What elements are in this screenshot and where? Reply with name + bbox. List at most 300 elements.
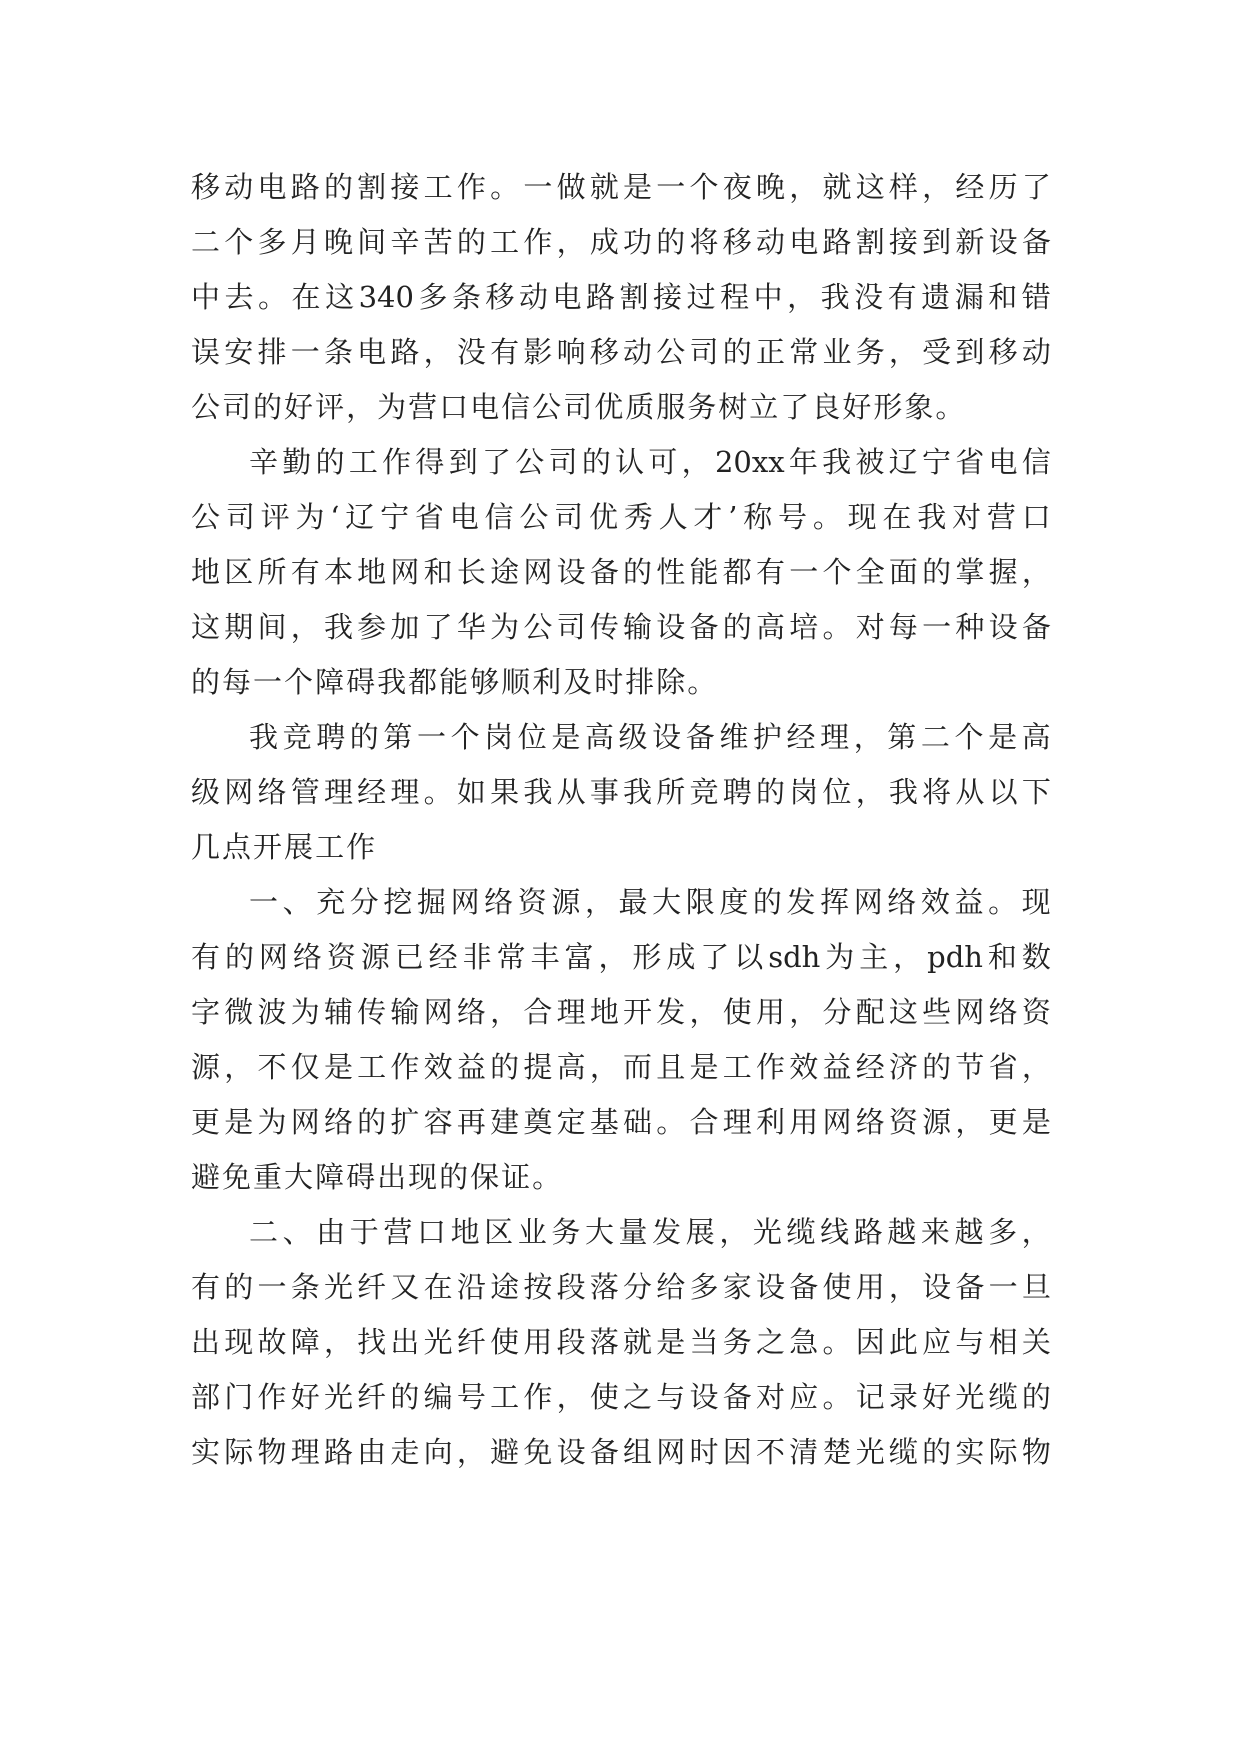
text-glyph: 去 <box>224 280 254 314</box>
text-glyph: 更 <box>191 1105 221 1139</box>
text-glyph: 是 <box>656 1325 686 1359</box>
text-glyph: 纤 <box>357 1380 387 1414</box>
text-glyph: 络 <box>456 995 486 1029</box>
text-glyph: 为 <box>825 940 855 974</box>
text-line <box>191 985 1051 1040</box>
text-glyph: 我 <box>249 720 279 754</box>
text-glyph: 的 <box>439 1160 469 1194</box>
text-glyph: 路 <box>323 1435 353 1469</box>
text-glyph: 备 <box>589 555 619 589</box>
text-glyph: 的 <box>1021 1380 1051 1414</box>
text-glyph: 业 <box>517 1215 547 1249</box>
text-glyph: 络 <box>887 885 917 919</box>
text-glyph: ， <box>584 885 614 919</box>
text-glyph: sdh <box>768 940 821 974</box>
text-glyph: 在 <box>882 500 912 534</box>
text-glyph: 被 <box>855 445 885 479</box>
text-glyph: 光 <box>955 1380 985 1414</box>
text-glyph: 了 <box>700 940 730 974</box>
text-glyph: 级 <box>618 720 648 754</box>
text-glyph: 一 <box>253 665 283 699</box>
text-glyph: 人 <box>658 500 688 534</box>
text-glyph: 样 <box>888 170 918 204</box>
text-glyph: 些 <box>922 995 952 1029</box>
text-glyph: 作 <box>523 1380 553 1414</box>
text-glyph: 定 <box>556 1105 586 1139</box>
text-glyph: 关 <box>1021 1325 1051 1359</box>
text-glyph: 的 <box>722 610 752 644</box>
text-glyph: 割 <box>357 170 387 204</box>
text-glyph: 都 <box>408 665 438 699</box>
text-glyph: 全 <box>855 555 885 589</box>
text-glyph: 这 <box>888 995 918 1029</box>
text-glyph: 成 <box>666 940 696 974</box>
text-glyph: 富 <box>564 940 594 974</box>
text-glyph: 找 <box>357 1325 387 1359</box>
text-line <box>191 1260 1051 1315</box>
text-glyph: 。 <box>423 775 453 809</box>
text-line <box>191 930 1051 985</box>
text-glyph: 二 <box>191 225 221 259</box>
text-glyph: 就 <box>589 170 619 204</box>
text-glyph: ‘ <box>330 500 340 534</box>
text-glyph: 个 <box>954 720 984 754</box>
text-glyph: 大 <box>584 1215 614 1249</box>
text-glyph: 电 <box>470 390 500 424</box>
text-glyph: 理 <box>556 995 586 1029</box>
text-glyph: 秀 <box>623 500 653 534</box>
text-glyph: 缆 <box>888 1435 918 1469</box>
text-glyph: 地 <box>357 555 387 589</box>
text-line <box>191 435 1051 490</box>
text-glyph: 此 <box>888 1325 918 1359</box>
text-glyph: 将 <box>689 225 719 259</box>
text-glyph: 出 <box>191 1325 221 1359</box>
text-glyph: 的 <box>623 555 653 589</box>
text-glyph: 果 <box>490 775 520 809</box>
text-line <box>191 380 1051 435</box>
text-glyph: 常 <box>789 335 819 369</box>
text-glyph: 就 <box>822 170 852 204</box>
text-glyph: 勤 <box>282 445 312 479</box>
text-glyph: 网 <box>822 1105 852 1139</box>
text-glyph: 是 <box>551 720 581 754</box>
text-glyph: 旦 <box>1021 1270 1051 1304</box>
text-glyph: 资 <box>517 885 547 919</box>
text-glyph: 网 <box>656 1435 686 1469</box>
text-glyph: 设 <box>988 225 1018 259</box>
text-glyph: 高 <box>556 1050 586 1084</box>
text-glyph: 效 <box>423 1050 453 1084</box>
text-glyph: 。 <box>490 170 520 204</box>
text-glyph: 形 <box>632 940 662 974</box>
text-glyph: 动 <box>1021 335 1051 369</box>
text-glyph: 且 <box>656 1050 686 1084</box>
text-glyph: 地 <box>450 1215 480 1249</box>
text-glyph: 的 <box>224 940 254 974</box>
text-glyph: 高 <box>584 720 614 754</box>
text-glyph: 好 <box>290 1380 320 1414</box>
text-glyph: 电 <box>257 170 287 204</box>
text-glyph: 仅 <box>290 1050 320 1084</box>
text-glyph: 一 <box>416 720 446 754</box>
text-glyph: 好 <box>284 390 314 424</box>
text-line <box>191 1370 1051 1425</box>
text-glyph: 长 <box>456 555 486 589</box>
text-glyph: 现 <box>1021 885 1051 919</box>
text-glyph: 区 <box>484 1215 514 1249</box>
text-glyph: ， <box>589 1050 619 1084</box>
text-glyph: 割 <box>619 280 649 314</box>
text-glyph: 挥 <box>820 885 850 919</box>
text-glyph: 的 <box>722 335 752 369</box>
text-glyph: 对 <box>755 1380 785 1414</box>
text-line <box>191 1040 1051 1095</box>
text-glyph: 几 <box>191 830 221 864</box>
text-glyph: 路 <box>290 170 320 204</box>
text-glyph: 我 <box>323 610 353 644</box>
text-line <box>191 1315 1051 1370</box>
text-glyph: 了 <box>481 445 511 479</box>
text-glyph: 为 <box>490 610 520 644</box>
text-glyph: 高 <box>755 610 785 644</box>
text-glyph: 。 <box>988 885 1018 919</box>
text-glyph: 了 <box>780 390 810 424</box>
text-glyph: 事 <box>589 775 619 809</box>
text-glyph: 业 <box>822 335 852 369</box>
text-glyph: 设 <box>689 1380 719 1414</box>
text-glyph: 。 <box>656 1105 686 1139</box>
text-glyph: 线 <box>820 1215 850 1249</box>
text-glyph: 这 <box>191 610 221 644</box>
text-glyph: 接 <box>888 225 918 259</box>
text-glyph: 利 <box>755 1105 785 1139</box>
text-glyph: 扩 <box>390 1105 420 1139</box>
text-glyph: 基 <box>589 1105 619 1139</box>
text-glyph: 工 <box>357 1050 387 1084</box>
text-glyph: 错 <box>1021 280 1051 314</box>
text-glyph: 组 <box>623 1435 653 1469</box>
text-glyph: 号 <box>778 500 808 534</box>
text-glyph: 设 <box>652 720 682 754</box>
text-glyph: 的 <box>224 1270 254 1304</box>
text-glyph: 的 <box>456 225 486 259</box>
text-glyph: 应 <box>789 1380 819 1414</box>
text-glyph: 竞 <box>689 775 719 809</box>
text-glyph: 移 <box>589 335 619 369</box>
text-glyph: 作 <box>257 1380 287 1414</box>
text-line <box>191 1425 1051 1480</box>
text-glyph: 一 <box>789 555 819 589</box>
text-glyph: ， <box>789 995 819 1029</box>
text-glyph: 备 <box>1021 225 1051 259</box>
text-glyph: 现 <box>408 1160 438 1194</box>
text-glyph: 服 <box>656 390 686 424</box>
text-glyph: 我 <box>820 280 850 314</box>
text-glyph: 的 <box>490 1050 520 1084</box>
text-glyph: 遗 <box>921 280 951 314</box>
text-glyph: 与 <box>656 1380 686 1414</box>
text-glyph: 合 <box>523 995 553 1029</box>
text-glyph: 度 <box>719 885 749 919</box>
text-glyph: 移 <box>191 170 221 204</box>
text-glyph: 条 <box>323 335 353 369</box>
text-glyph: ， <box>323 1325 353 1359</box>
text-line <box>191 655 1051 710</box>
text-glyph: 之 <box>755 1325 785 1359</box>
text-glyph: 级 <box>191 775 221 809</box>
text-glyph: 部 <box>191 1380 221 1414</box>
text-glyph: 将 <box>922 775 952 809</box>
text-glyph: 光 <box>752 1215 782 1249</box>
text-glyph: 多 <box>257 225 287 259</box>
text-glyph: 网 <box>258 940 288 974</box>
text-glyph: 就 <box>623 1325 653 1359</box>
text-glyph: 的 <box>315 445 345 479</box>
text-glyph: 楚 <box>822 1435 852 1469</box>
text-glyph: 第 <box>383 720 413 754</box>
text-glyph: 免 <box>222 1160 252 1194</box>
text-glyph: 络 <box>292 940 322 974</box>
text-glyph: 光 <box>323 1270 353 1304</box>
text-glyph: 口 <box>439 390 469 424</box>
text-glyph: 能 <box>689 555 719 589</box>
text-glyph: 对 <box>952 500 982 534</box>
text-glyph: 光 <box>323 1380 353 1414</box>
text-glyph: 分 <box>822 995 852 1029</box>
text-glyph: 相 <box>988 1325 1018 1359</box>
text-glyph: 录 <box>888 1380 918 1414</box>
text-glyph: 之 <box>623 1380 653 1414</box>
text-glyph: 源 <box>922 1105 952 1139</box>
text-glyph: 个 <box>689 170 719 204</box>
text-glyph: 排 <box>625 665 655 699</box>
text-glyph: 的 <box>922 555 952 589</box>
text-glyph: 设 <box>656 610 686 644</box>
text-glyph: 理 <box>290 1435 320 1469</box>
text-glyph: 障 <box>315 1160 345 1194</box>
text-glyph: 为 <box>377 390 407 424</box>
text-glyph: 电 <box>552 280 582 314</box>
text-glyph: 网 <box>390 555 420 589</box>
text-glyph: 际 <box>224 1435 254 1469</box>
text-glyph: 备 <box>722 1380 752 1414</box>
text-glyph: ， <box>789 170 819 204</box>
text-glyph: 以 <box>988 775 1018 809</box>
text-glyph: 苦 <box>423 225 453 259</box>
text-glyph: 受 <box>922 335 952 369</box>
text-glyph: 电 <box>789 225 819 259</box>
text-glyph: 动 <box>623 335 653 369</box>
text-glyph: 和 <box>988 280 1018 314</box>
text-glyph: 二 <box>249 1215 279 1249</box>
text-glyph: 良 <box>811 390 841 424</box>
text-glyph: 司 <box>556 610 586 644</box>
text-glyph: 使 <box>822 1270 852 1304</box>
text-line <box>191 600 1051 655</box>
text-glyph: 用 <box>789 1105 819 1139</box>
text-glyph: 间 <box>357 225 387 259</box>
text-glyph: 现 <box>224 1325 254 1359</box>
text-glyph: ， <box>346 390 376 424</box>
text-glyph: 保 <box>470 1160 500 1194</box>
text-glyph: 正 <box>755 335 785 369</box>
text-glyph: 宁 <box>921 445 951 479</box>
text-glyph: 电 <box>357 335 387 369</box>
text-glyph: 有 <box>490 335 520 369</box>
text-glyph: 越 <box>954 1215 984 1249</box>
text-glyph: 。 <box>822 1325 852 1359</box>
text-glyph: 务 <box>722 1325 752 1359</box>
text-glyph: 我 <box>523 775 553 809</box>
text-glyph: 华 <box>456 610 486 644</box>
text-glyph: 我 <box>377 665 407 699</box>
text-glyph: 我 <box>888 775 918 809</box>
text-glyph: 位 <box>517 720 547 754</box>
text-glyph: 效 <box>920 885 950 919</box>
text-glyph: 的 <box>922 1050 952 1084</box>
text-glyph: 一 <box>290 335 320 369</box>
text-glyph: 宁 <box>380 500 410 534</box>
text-glyph: 使 <box>722 995 752 1029</box>
text-glyph: 络 <box>855 1105 885 1139</box>
text-glyph: 所 <box>257 555 287 589</box>
text-glyph: 才 <box>693 500 723 534</box>
text-glyph: 又 <box>390 1270 420 1304</box>
text-glyph: 都 <box>722 555 752 589</box>
text-glyph: 司 <box>554 500 584 534</box>
text-glyph: 量 <box>618 1215 648 1249</box>
text-glyph: 到 <box>922 225 952 259</box>
text-glyph: 每 <box>888 610 918 644</box>
text-glyph: 新 <box>955 225 985 259</box>
text-glyph: 司 <box>548 445 578 479</box>
text-glyph: 设 <box>556 1435 586 1469</box>
text-glyph: 已 <box>394 940 424 974</box>
text-glyph: 微 <box>224 995 254 1029</box>
text-glyph: 作 <box>456 170 486 204</box>
text-line <box>191 490 1051 545</box>
text-glyph: 优 <box>588 500 618 534</box>
text-glyph: 的 <box>323 170 353 204</box>
text-glyph: 经 <box>786 720 816 754</box>
text-glyph: 间 <box>257 610 287 644</box>
text-glyph: 辽 <box>888 445 918 479</box>
text-glyph: 的 <box>922 1435 952 1469</box>
text-glyph: 多 <box>418 280 448 314</box>
text-glyph: 重 <box>253 1160 283 1194</box>
text-glyph: 时 <box>594 665 624 699</box>
text-glyph: 评 <box>260 500 290 534</box>
text-glyph: ， <box>955 1105 985 1139</box>
text-glyph: 岗 <box>789 775 819 809</box>
text-glyph: 的 <box>357 1105 387 1139</box>
text-glyph: 。 <box>258 280 288 314</box>
text-glyph: 我 <box>623 775 653 809</box>
text-glyph: 是 <box>224 1105 254 1139</box>
text-glyph: 司 <box>222 390 252 424</box>
text-glyph: 资 <box>326 940 356 974</box>
text-glyph: 大 <box>652 885 682 919</box>
text-glyph: 出 <box>377 1160 407 1194</box>
text-glyph: 务 <box>687 390 717 424</box>
text-glyph: 用 <box>523 1325 553 1359</box>
text-glyph: 工 <box>490 225 520 259</box>
text-glyph: 益 <box>954 885 984 919</box>
text-glyph: 传 <box>357 995 387 1029</box>
text-glyph: 好 <box>842 390 872 424</box>
text-glyph: 工 <box>423 170 453 204</box>
text-glyph: 的 <box>752 885 782 919</box>
text-glyph: 够 <box>470 665 500 699</box>
text-glyph: 和 <box>987 940 1017 974</box>
text-glyph: 漏 <box>954 280 984 314</box>
text-glyph: ， <box>888 335 918 369</box>
text-glyph: 认 <box>615 445 645 479</box>
text-glyph: ， <box>853 720 883 754</box>
text-glyph: 出 <box>390 1325 420 1359</box>
text-glyph: 我 <box>822 445 852 479</box>
text-line <box>191 1095 1051 1150</box>
text-glyph: 口 <box>416 1215 446 1249</box>
text-glyph: 多 <box>689 1270 719 1304</box>
text-glyph: 程 <box>720 280 750 314</box>
text-glyph: 理 <box>323 775 353 809</box>
text-glyph: 了 <box>423 610 453 644</box>
text-glyph: 质 <box>625 390 655 424</box>
text-glyph: 非 <box>462 940 492 974</box>
text-glyph: 晚 <box>323 225 353 259</box>
text-glyph: 聘 <box>316 720 346 754</box>
text-glyph: 证 <box>501 1160 531 1194</box>
text-glyph: 经 <box>428 940 458 974</box>
text-glyph: 源 <box>360 940 390 974</box>
text-glyph: 公 <box>515 445 545 479</box>
text-glyph: 影 <box>523 335 553 369</box>
text-glyph: 公 <box>191 390 221 424</box>
text-glyph: 公 <box>191 500 221 534</box>
text-glyph: 聘 <box>722 775 752 809</box>
text-glyph: 设 <box>988 610 1018 644</box>
text-glyph: 这 <box>855 170 885 204</box>
text-glyph: 分 <box>349 885 379 919</box>
text-glyph: 有 <box>887 280 917 314</box>
text-glyph: 常 <box>496 940 526 974</box>
text-glyph: 高 <box>1021 720 1051 754</box>
text-glyph: 走 <box>390 1435 420 1469</box>
text-glyph: 有 <box>290 555 320 589</box>
text-glyph: 使 <box>490 1325 520 1359</box>
text-glyph: 号 <box>456 1380 486 1414</box>
text-glyph: 信 <box>1021 445 1051 479</box>
text-glyph: ， <box>787 280 817 314</box>
text-glyph: 输 <box>390 995 420 1029</box>
text-glyph: 割 <box>855 225 885 259</box>
text-glyph: 地 <box>589 995 619 1029</box>
text-glyph: ， <box>556 225 586 259</box>
text-glyph: 月 <box>290 225 320 259</box>
text-glyph: pdh <box>927 940 983 974</box>
text-glyph: 益 <box>822 1050 852 1084</box>
text-glyph: 资 <box>1021 995 1051 1029</box>
text-line <box>191 325 1051 380</box>
text-glyph: 应 <box>922 1325 952 1359</box>
text-glyph: 功 <box>623 225 653 259</box>
text-glyph: 工 <box>490 1380 520 1414</box>
text-glyph: 效 <box>789 1050 819 1084</box>
text-glyph: 移 <box>988 335 1018 369</box>
body-text <box>191 160 1051 1480</box>
